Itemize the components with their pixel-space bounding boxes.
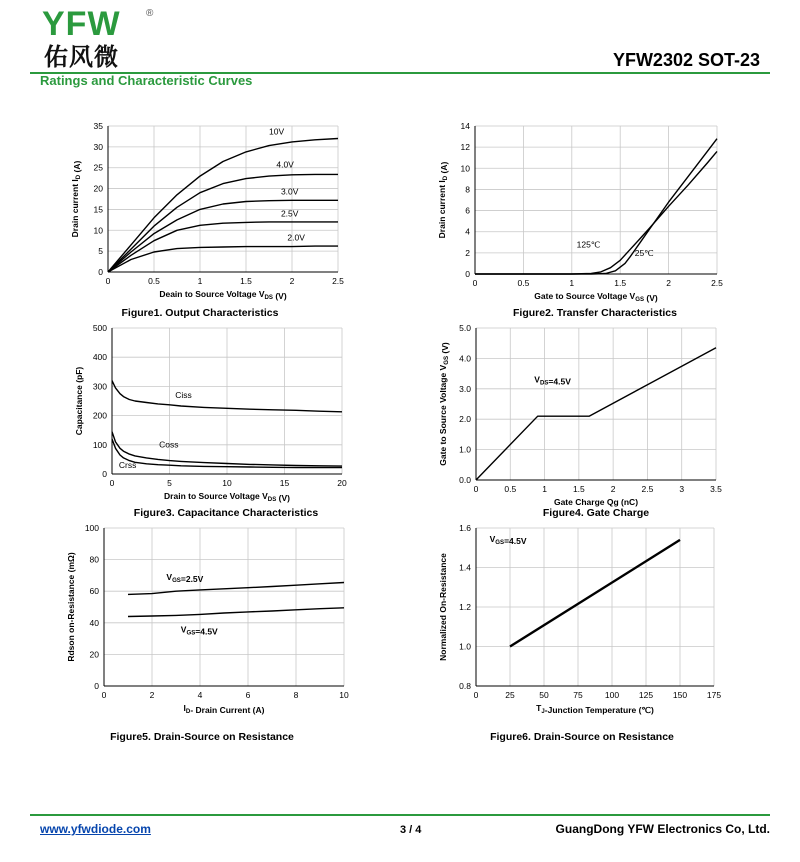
y-tick-label: 8 — [465, 184, 470, 195]
x-tick-label: 1.5 — [572, 484, 585, 494]
x-tick-label: 3 — [679, 484, 685, 494]
series-label: 2.0V — [287, 232, 305, 243]
x-tick-label: 10 — [222, 478, 232, 488]
y-tick-label: 0.8 — [459, 681, 471, 691]
section-subtitle: Ratings and Characteristic Curves — [40, 73, 253, 88]
y-tick-label: 20 — [93, 183, 103, 194]
y-tick-label: 2.0 — [459, 414, 471, 425]
series-line — [128, 583, 344, 595]
y-tick-label: 0 — [94, 681, 99, 691]
y-tick-label: 100 — [84, 523, 99, 533]
series-label: $V_{GS}=4.5V$ — [180, 624, 218, 637]
y-tick-label: 14 — [460, 121, 470, 131]
figure2-title: Figure2. Transfer Characteristics — [513, 307, 677, 319]
chart-drain-source-resistance — [60, 518, 390, 715]
x-tick-label: 2.5 — [641, 484, 654, 494]
chart-output-characteristics — [60, 118, 390, 304]
y-axis-label: Gate to Source Voltage $V_{GS}$ (V) — [438, 342, 450, 466]
y-axis-label: Drain current $I_D$ (A) — [437, 161, 449, 239]
x-tick-label: 0 — [473, 690, 479, 700]
series-label: Ciss — [175, 390, 192, 401]
chart-svg — [60, 320, 390, 506]
y-tick-label: 1.0 — [459, 444, 471, 455]
y-tick-label: 12 — [460, 142, 470, 153]
series-label: $V_{DS}=4.5V$ — [534, 374, 571, 387]
x-axis-label: Gate Charge Qg (nC) — [553, 497, 639, 507]
y-tick-label: 300 — [92, 381, 107, 392]
series-line — [475, 151, 717, 274]
y-axis-label: Drain current $I_D$ (A) — [70, 160, 82, 238]
x-axis-label: Gate to Source Voltage $V_{GS}$ (V) — [534, 291, 658, 303]
y-axis-label: Rdson on-Resistance (mΩ) — [66, 552, 76, 662]
y-tick-label: 0 — [102, 469, 107, 479]
chart-svg — [430, 320, 760, 506]
registered-mark: ® — [146, 8, 154, 19]
chart-normalized-resistance — [430, 518, 760, 715]
series-label: 2.5V — [280, 208, 299, 219]
x-tick-label: 1 — [542, 484, 547, 494]
figure5-title: Figure5. Drain-Source on Resistance — [110, 731, 294, 743]
x-tick-label: 1 — [197, 276, 203, 286]
y-tick-label: 10 — [460, 163, 470, 174]
series-line — [108, 246, 338, 272]
y-tick-label: 1.4 — [459, 562, 471, 573]
series-label: Crss — [118, 460, 137, 471]
series-label: $V_{GS}=2.5V$ — [166, 572, 204, 585]
series-label: $V_{GS}=4.5V$ — [489, 533, 527, 546]
chart-transfer-characteristics — [430, 118, 760, 304]
chart-gate-charge — [430, 320, 760, 506]
x-tick-label: 0 — [109, 478, 115, 488]
series-line — [510, 540, 680, 647]
x-tick-label: 1.5 — [240, 276, 252, 286]
figure3-title: Figure3. Capacitance Characteristics — [133, 507, 319, 519]
x-tick-label: 2.5 — [332, 276, 344, 286]
series-line — [476, 348, 716, 480]
x-tick-label: 0.5 — [504, 484, 517, 494]
x-axis-label: $T_J$-Junction Temperature (℃) — [536, 703, 654, 715]
y-tick-label: 0.0 — [459, 475, 471, 485]
series-line — [475, 139, 717, 274]
x-tick-label: 125 — [638, 690, 654, 700]
x-tick-label: 5 — [167, 478, 172, 488]
y-tick-label: 40 — [89, 617, 99, 628]
y-tick-label: 10 — [93, 225, 103, 236]
x-tick-label: 1 — [569, 278, 575, 288]
x-axis-label: $I_D-$ Drain Current (A) — [183, 703, 265, 715]
chart-svg — [60, 118, 390, 304]
x-tick-label: 0.5 — [148, 276, 160, 286]
figure6-title: Figure6. Drain-Source on Resistance — [490, 731, 674, 743]
series-line — [108, 139, 338, 273]
x-tick-label: 0.5 — [517, 278, 530, 288]
series-label: 10V — [269, 126, 285, 137]
x-tick-label: 50 — [539, 690, 549, 700]
y-tick-label: 400 — [92, 352, 107, 363]
chart-capacitance — [60, 320, 390, 506]
logo-text: YFW — [42, 5, 121, 43]
x-tick-label: 8 — [293, 690, 299, 700]
x-tick-label: 2 — [666, 278, 671, 288]
footer-page-number: 3 / 4 — [400, 824, 422, 836]
x-tick-label: 3.5 — [710, 484, 722, 494]
y-tick-label: 0 — [98, 267, 103, 277]
y-tick-label: 30 — [93, 141, 103, 152]
y-tick-label: 15 — [93, 204, 103, 215]
model-title: YFW2302 SOT-23 — [612, 50, 760, 70]
series-label: Coss — [159, 439, 179, 450]
y-tick-label: 60 — [89, 586, 99, 597]
y-tick-label: 100 — [92, 439, 107, 450]
footer-company-name: GuangDong YFW Electronics Co, Ltd. — [555, 822, 770, 836]
y-tick-label: 1.0 — [459, 641, 471, 652]
y-axis-label: Capacitance (pF) — [74, 366, 84, 436]
x-tick-label: 2 — [289, 276, 295, 286]
y-tick-label: 20 — [89, 649, 99, 660]
x-axis-label: Drain to Source Voltage $V_{DS}$ (V) — [164, 491, 290, 503]
x-tick-label: 2.5 — [711, 278, 723, 288]
company-logo — [42, 6, 162, 72]
chart-svg — [60, 518, 390, 715]
y-tick-label: 3.0 — [459, 383, 471, 394]
figure1-title: Figure1. Output Characteristics — [121, 307, 279, 319]
x-tick-label: 0 — [101, 690, 107, 700]
y-tick-label: 25 — [93, 162, 103, 173]
y-tick-label: 6 — [465, 205, 470, 216]
x-tick-label: 0 — [105, 276, 111, 286]
series-line — [128, 608, 344, 617]
x-axis-label: Deain to Source Voltage $V_{DS}$ (V) — [159, 289, 287, 301]
series-label: 25℃ — [634, 248, 654, 259]
chart-svg — [430, 518, 760, 715]
x-tick-label: 75 — [573, 690, 583, 700]
y-axis-label: Normalized On-Resistance — [438, 553, 448, 661]
x-tick-label: 15 — [279, 478, 290, 488]
y-tick-label: 2 — [465, 247, 470, 258]
x-tick-label: 100 — [604, 690, 620, 700]
y-tick-label: 1.6 — [459, 523, 471, 533]
x-tick-label: 175 — [706, 690, 722, 700]
logo-chinese: 佑风微 — [44, 43, 119, 71]
x-tick-label: 25 — [505, 690, 515, 700]
series-label: 4.0V — [276, 159, 294, 170]
y-tick-label: 5 — [98, 246, 103, 257]
x-tick-label: 150 — [672, 690, 688, 700]
x-tick-label: 4 — [197, 690, 203, 700]
y-tick-label: 0 — [465, 269, 470, 279]
chart-svg — [430, 118, 760, 304]
x-tick-label: 10 — [339, 690, 349, 700]
footer-divider — [30, 814, 770, 816]
y-tick-label: 5.0 — [459, 323, 471, 333]
x-tick-label: 0 — [473, 484, 479, 494]
series-label: 3.0V — [280, 186, 299, 197]
x-tick-label: 6 — [245, 690, 251, 700]
x-tick-label: 0 — [472, 278, 478, 288]
x-tick-label: 2 — [610, 484, 616, 494]
series-label: 125℃ — [576, 239, 601, 250]
y-tick-label: 4 — [465, 226, 470, 237]
x-tick-label: 1.5 — [614, 278, 627, 288]
x-tick-label: 20 — [337, 478, 347, 488]
footer-website-link[interactable]: www.yfwdiode.com — [40, 822, 151, 836]
x-tick-label: 2 — [149, 690, 155, 700]
y-tick-label: 35 — [93, 121, 103, 131]
y-tick-label: 1.2 — [459, 602, 471, 612]
y-tick-label: 80 — [89, 554, 99, 565]
y-tick-label: 4.0 — [459, 353, 471, 364]
y-tick-label: 500 — [92, 323, 107, 333]
figure4-title: Figure4. Gate Charge — [542, 507, 650, 519]
y-tick-label: 200 — [92, 410, 107, 421]
